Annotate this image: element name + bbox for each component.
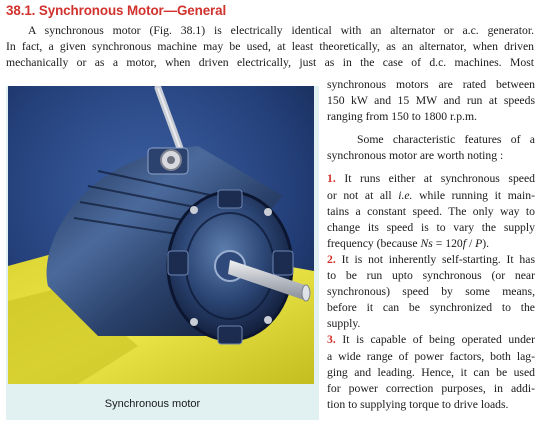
feature-1-line: frequency (because Ns = 120f / P). [327,236,490,250]
intro-line: In fact, a given synchronous machine may be used, at least theoretically, as an alternator, when driven [6,40,534,54]
column-line: Some characteristic features of a [357,133,535,147]
section-heading: 38.1. Synchronous Motor—General [6,3,227,18]
synchronous-motor-photo [8,86,314,384]
feature-1-line: tains a constant speed. The only way to [327,204,535,218]
feature-number: 3. [327,333,336,347]
feature-3-line: 3. It is capable of being operated under [327,333,536,347]
feature-2-line: 2. It is not inherently self-starting. It has [327,252,536,266]
feature-3-line: for power correction purposes, in addi- [327,381,535,395]
column-line: 150 kW and 15 MW and run at speeds [327,94,535,108]
feature-3-line: a wide range of power factors, both lag- [327,349,535,363]
feature-2-line: synchronous) speed by some means, [327,285,535,299]
intro-line: mechanically or as a motor, when driven electrically, just as in the case of d.c. machines. Most [6,56,534,70]
feature-1-line: 1. It runs either at synchronous speed [327,172,536,186]
feature-number: 1. [327,172,336,186]
intro-line: A synchronous motor (Fig. 38.1) is electrically identical with an alternator or a.c. generator. [28,24,534,37]
feature-2-line: supply. [327,317,361,331]
right-column-text [327,77,535,413]
feature-2-line: to be run upto synchronous (or near [327,269,535,283]
column-line: synchronous motor are worth noting : [327,149,504,163]
figure-caption: Synchronous motor [104,398,201,410]
feature-1-line: change its speed is to vary the supply [327,220,535,234]
intro-paragraph [6,23,534,72]
column-line: synchronous motors are rated between [327,78,535,91]
column-line: ranging from 150 to 1800 r.p.m. [327,110,477,124]
feature-3-line: ging and leading. Hence, it can be used [327,365,535,379]
motor-figure [6,86,319,420]
feature-2-line: before it can be synchronized to the [327,301,535,315]
feature-number: 2. [327,252,336,266]
feature-1-line: or not at all i.e. while running it main- [327,188,535,202]
feature-3-line: tion to supplying torque to drive loads. [327,397,509,411]
